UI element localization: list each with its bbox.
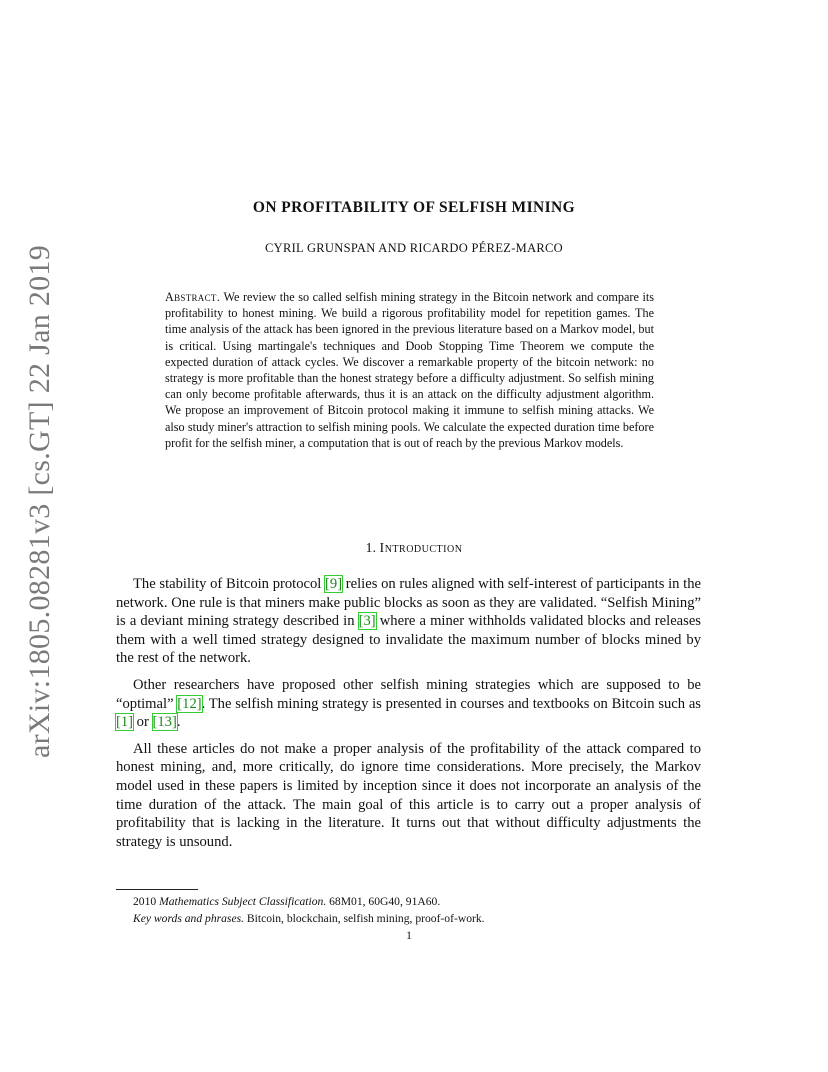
abstract-text: We review the so called selfish mining strategy in the Bitcoin network and compare its profitability to honest mining. We build a rigorous profitability model for repetition games. The time analysis of the attack has been ignored in the previous literature based on a Markov model, but is critical. Using martingale's techniques and Doob Stopping Time Theorem we compute the expected duration of attack cycles. We discover a remarkable property of the bitcoin network: no strategy is more profitable than the honest strategy before a difficulty adjustment. So selfish mining can only become profitable afterwards, thus it is an attack on the difficulty adjustment algorithm. We propose an improvement of Bitcoin protocol making it immune to selfish mining attacks. We also study miner's attraction to selfish mining pools. We calculate the expected duration time before profit for the selfish miner, a computation that is out of reach by the previous Markov models. — [165, 290, 654, 450]
arxiv-identifier-stamp: arXiv:1805.08281v3 [cs.GT] 22 Jan 2019 — [23, 245, 56, 758]
footnote-keywords-label: Key words and phrases. — [133, 911, 245, 925]
section-number: 1. — [365, 541, 377, 556]
citation-link-12[interactable]: [12] — [177, 695, 202, 712]
paragraph-2 — [116, 676, 701, 732]
footnotes — [116, 894, 701, 927]
abstract — [165, 289, 654, 451]
section-heading-introduction — [0, 541, 828, 557]
footnote-keywords-value: Bitcoin, blockchain, selfish mining, proof-of-work. — [244, 911, 485, 925]
paper-title: ON PROFITABILITY OF SELFISH MINING — [252, 199, 576, 216]
footnote-msc-prefix: 2010 — [133, 895, 160, 908]
paragraph-3: All these articles do not make a proper analysis of the profitability of the attack compared to honest mining, and, more critically, do ignore time considerations. More precisely, the Markov model used in these papers is limited by inception since it does not incorporate an analysis of the time duration of the attack. The main goal of this article is to carry out a proper analysis of profitability that is lacking in the literature. It turns out that without difficulty adjustments the strategy is unsound. — [116, 740, 701, 850]
paragraph-1-text-c: where a miner withholds validated blocks and releases them with a well timed strategy designed to invalidate the maximum number of blocks mined by the rest of the network. — [116, 613, 701, 667]
footnote-divider — [116, 889, 198, 890]
section-title: Introduction — [379, 541, 463, 556]
citation-link-1[interactable]: [1] — [116, 714, 134, 731]
paragraph-1-text-a: The stability of Bitcoin protocol — [133, 576, 326, 592]
paragraph-2-text-c: or — [133, 714, 153, 731]
citation-link-9[interactable]: [9] — [325, 576, 343, 592]
footnote-msc-value: 68M01, 60G40, 91A60. — [326, 895, 441, 908]
paragraph-2-text-d: . — [176, 714, 181, 731]
paragraph-1 — [116, 575, 701, 668]
paragraph-1-text-b: relies on rules aligned with self-interest of participants in the network. One rule is that miners make public blocks as soon as they are validated. “Selfish Mining” is a deviant mining strategy described in — [116, 576, 701, 630]
citation-link-13[interactable]: [13] — [152, 714, 177, 731]
footnote-msc-label: Mathematics Subject Classification. — [159, 895, 327, 908]
abstract-label: Abstract. — [165, 290, 221, 304]
paper-authors: CYRIL GRUNSPAN AND RICARDO PÉREZ-MARCO — [264, 241, 563, 255]
paragraph-2-text-b: . The selfish mining strategy is presented in courses and textbooks on Bitcoin such as — [201, 695, 701, 712]
paragraph-2-text-a: Other researchers have proposed other selfish mining strategies which are supposed to be “optimal” — [116, 676, 701, 712]
citation-link-3[interactable]: [3] — [358, 613, 376, 630]
footnote-msc — [116, 894, 701, 911]
introduction-body — [116, 575, 701, 859]
page-number: 1 — [406, 930, 412, 942]
footnote-keywords — [116, 911, 701, 928]
